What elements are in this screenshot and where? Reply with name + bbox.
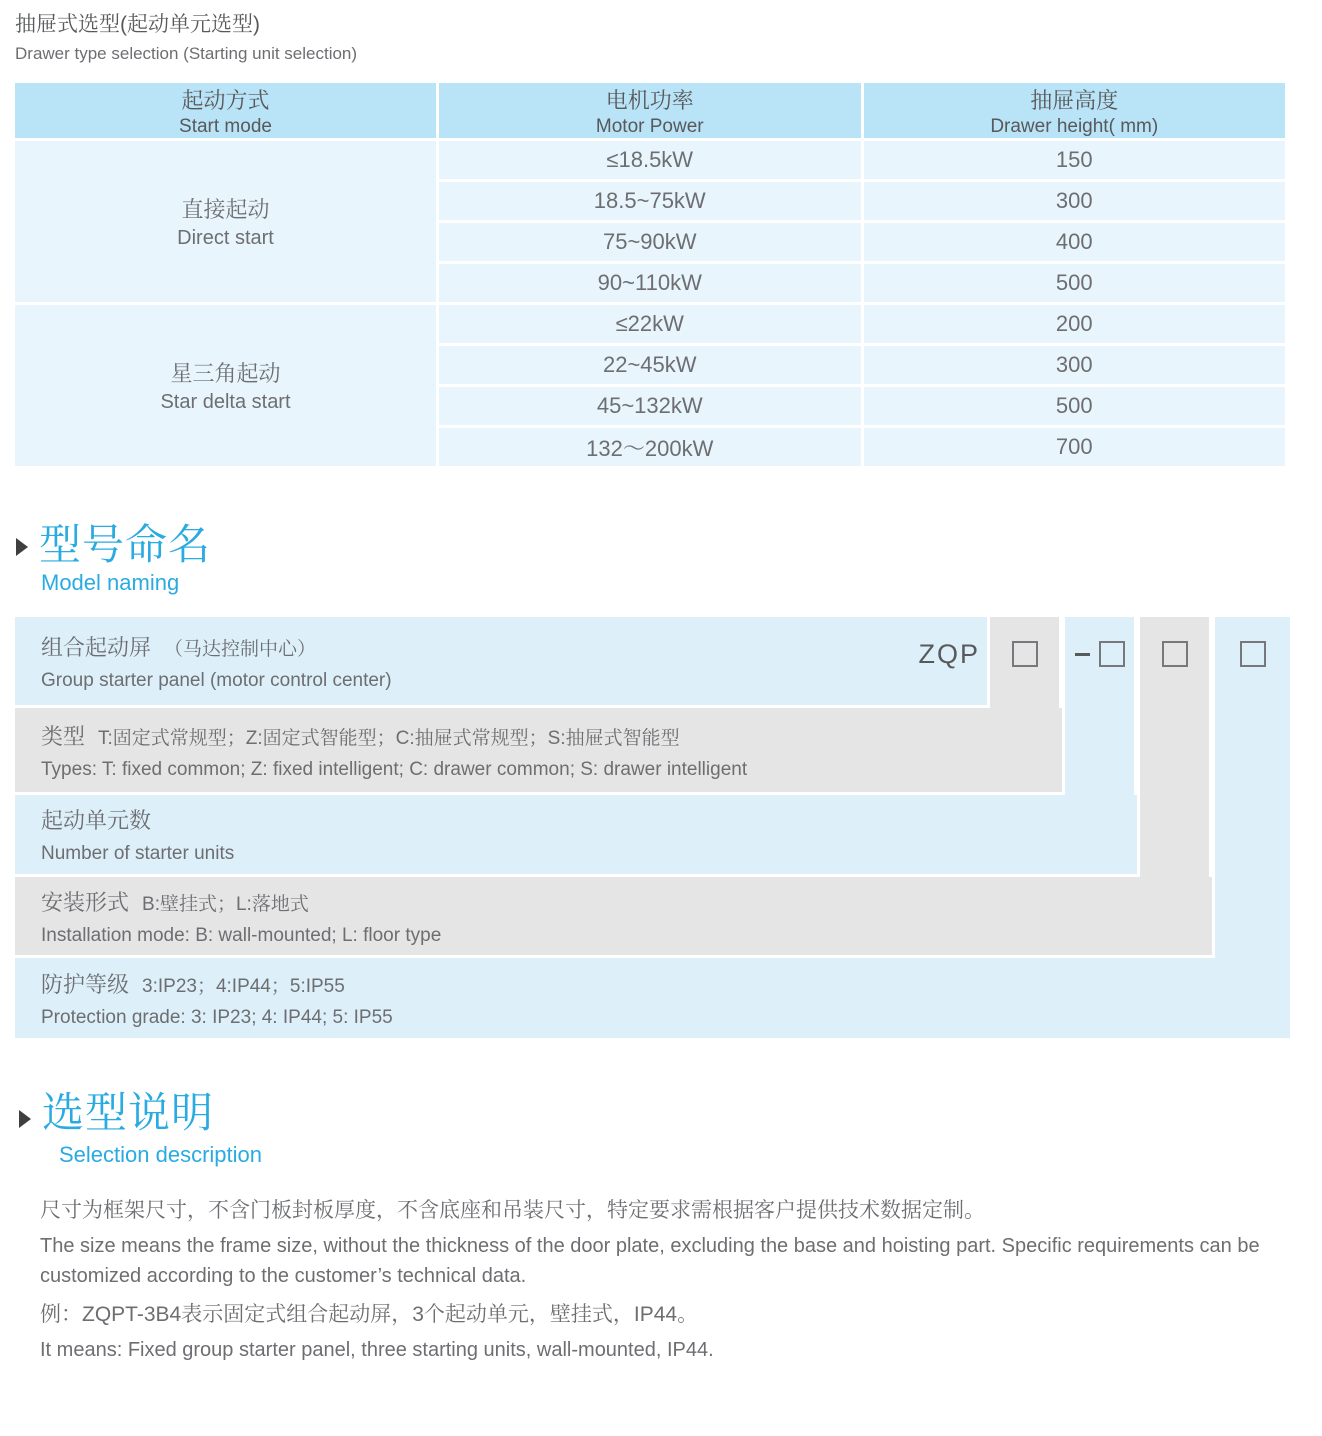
start-mode-column <box>15 141 436 466</box>
diagram-label: 防护等级 <box>41 971 130 997</box>
diagram-row-cn <box>41 968 1290 999</box>
height-cell: 500 <box>864 264 1286 302</box>
header-motor-power <box>439 83 861 138</box>
header-start-mode-en: Start mode <box>179 115 272 137</box>
mode-star-delta-en: Star delta start <box>160 391 291 413</box>
diagram-detail: B:壁挂式；L:落地式 <box>142 893 309 915</box>
diagram-detail: 3:IP23；4:IP44；5:IP55 <box>142 975 345 997</box>
header-motor-power-cn: 电机功率 <box>605 87 694 113</box>
dash-icon <box>1075 653 1090 656</box>
power-cell: 22~45kW <box>439 346 861 384</box>
table-row <box>439 346 1285 384</box>
power-cell: 75~90kW <box>439 223 861 261</box>
height-cell: 300 <box>864 182 1286 220</box>
table-row <box>439 387 1285 425</box>
page-title-cn: 抽屉式选型(起动单元选型) <box>15 13 260 36</box>
height-cell: 500 <box>864 387 1286 425</box>
code-box-units <box>1065 631 1134 677</box>
diagram-row-group-starter-panel <box>15 617 987 705</box>
model-naming-diagram <box>15 617 1290 1038</box>
diagram-detail: T:固定式常规型；Z:固定式智能型；C:抽屉式常规型；S:抽屉式智能型 <box>98 727 680 749</box>
table-row <box>439 182 1285 220</box>
diagram-label: 组合起动屏 <box>41 634 152 660</box>
mode-cell-direct-start <box>15 141 436 302</box>
selection-description-body <box>40 1194 1292 1372</box>
table-row <box>439 428 1285 466</box>
model-code-prefix: ZQP <box>918 639 980 669</box>
diagram-strip-protection-grade <box>1215 617 1290 1038</box>
section-marker-icon <box>16 538 28 556</box>
table-header-row <box>15 83 1285 138</box>
section-marker-icon <box>19 1110 31 1128</box>
diagram-row-installation-mode <box>15 877 1212 955</box>
diagram-row-starter-units <box>15 795 1137 874</box>
mode-direct-cn: 直接起动 <box>181 197 270 222</box>
diagram-row-types <box>15 708 1062 792</box>
diagram-row-protection-grade <box>15 958 1290 1038</box>
table-row <box>439 141 1285 179</box>
placeholder-box-icon <box>1099 641 1125 667</box>
diagram-row-cn <box>41 886 1212 917</box>
power-height-rows <box>439 141 1285 466</box>
placeholder-box-icon <box>1240 641 1266 667</box>
diagram-label: 安装形式 <box>41 889 130 915</box>
section-selection-description-heading <box>15 1090 262 1168</box>
code-box-installation <box>1140 631 1209 677</box>
header-start-mode-cn: 起动方式 <box>181 87 270 113</box>
description-cn: 尺寸为框架尺寸，不含门板封板厚度，不含底座和吊装尺寸，特定要求需根据客户提供技术数据定制。 <box>40 1199 985 1222</box>
diagram-row-cn <box>41 804 1137 835</box>
diagram-row-en: Installation mode: B: wall-mounted; L: floor type <box>41 924 442 946</box>
power-cell: 18.5~75kW <box>439 182 861 220</box>
diagram-row-en: Protection grade: 3: IP23; 4: IP44; 5: IP55 <box>41 1006 393 1028</box>
power-cell: ≤18.5kW <box>439 141 861 179</box>
page-title-en: Drawer type selection (Starting unit selection) <box>15 44 358 63</box>
placeholder-box-icon <box>1012 641 1038 667</box>
diagram-label: 起动单元数 <box>41 808 152 833</box>
height-cell: 150 <box>864 141 1286 179</box>
header-motor-power-en: Motor Power <box>595 115 704 137</box>
diagram-row-en: Group starter panel (motor control center) <box>41 669 392 691</box>
power-cell: ≤22kW <box>439 305 861 343</box>
power-cell: 45~132kW <box>439 387 861 425</box>
example-en: It means: Fixed group starter panel, three starting units, wall-mounted, IP44. <box>40 1339 714 1361</box>
height-cell: 400 <box>864 223 1286 261</box>
selection-description-heading-en: Selection description <box>59 1142 263 1168</box>
table-row <box>439 223 1285 261</box>
code-box-protection <box>1215 631 1290 677</box>
diagram-detail: （马达控制中心） <box>164 638 317 660</box>
code-box-type <box>990 631 1059 677</box>
header-start-mode <box>15 83 436 138</box>
height-cell: 200 <box>864 305 1286 343</box>
mode-direct-en: Direct start <box>177 227 274 249</box>
table-body <box>15 141 1285 466</box>
page-title <box>15 8 357 64</box>
power-cell: 132～200kW <box>439 428 861 466</box>
description-en: The size means the frame size, without the thickness of the door plate, excluding the base and hoisting part. Specific requirements can be customized according to the customer’s technical data. <box>40 1235 1260 1287</box>
placeholder-box-icon <box>1162 641 1188 667</box>
header-drawer-height-cn: 抽屉高度 <box>1030 87 1119 113</box>
table-row <box>439 305 1285 343</box>
diagram-row-cn <box>41 720 1062 751</box>
power-cell: 90~110kW <box>439 264 861 302</box>
selection-description-heading-cn: 选型说明 <box>42 1089 215 1136</box>
drawer-selection-table <box>15 83 1285 466</box>
height-cell: 300 <box>864 346 1286 384</box>
header-drawer-height-en: Drawer height( mm) <box>990 115 1159 137</box>
example-cn: 例：ZQPT-3B4表示固定式组合起动屏，3个起动单元，壁挂式，IP44。 <box>40 1303 699 1326</box>
model-naming-heading-cn: 型号命名 <box>39 521 212 568</box>
section-model-naming-heading <box>15 522 211 596</box>
model-naming-heading-en: Model naming <box>41 570 180 596</box>
diagram-row-en: Types: T: fixed common; Z: fixed intelligent; C: drawer common; S: drawer intelligent <box>41 758 748 780</box>
table-row <box>439 264 1285 302</box>
mode-star-delta-cn: 星三角起动 <box>170 361 281 386</box>
mode-cell-star-delta <box>15 305 436 466</box>
diagram-label: 类型 <box>41 723 86 749</box>
header-drawer-height <box>864 83 1286 138</box>
height-cell: 700 <box>864 428 1286 466</box>
diagram-row-cn <box>41 631 987 662</box>
diagram-row-en: Number of starter units <box>41 843 235 864</box>
